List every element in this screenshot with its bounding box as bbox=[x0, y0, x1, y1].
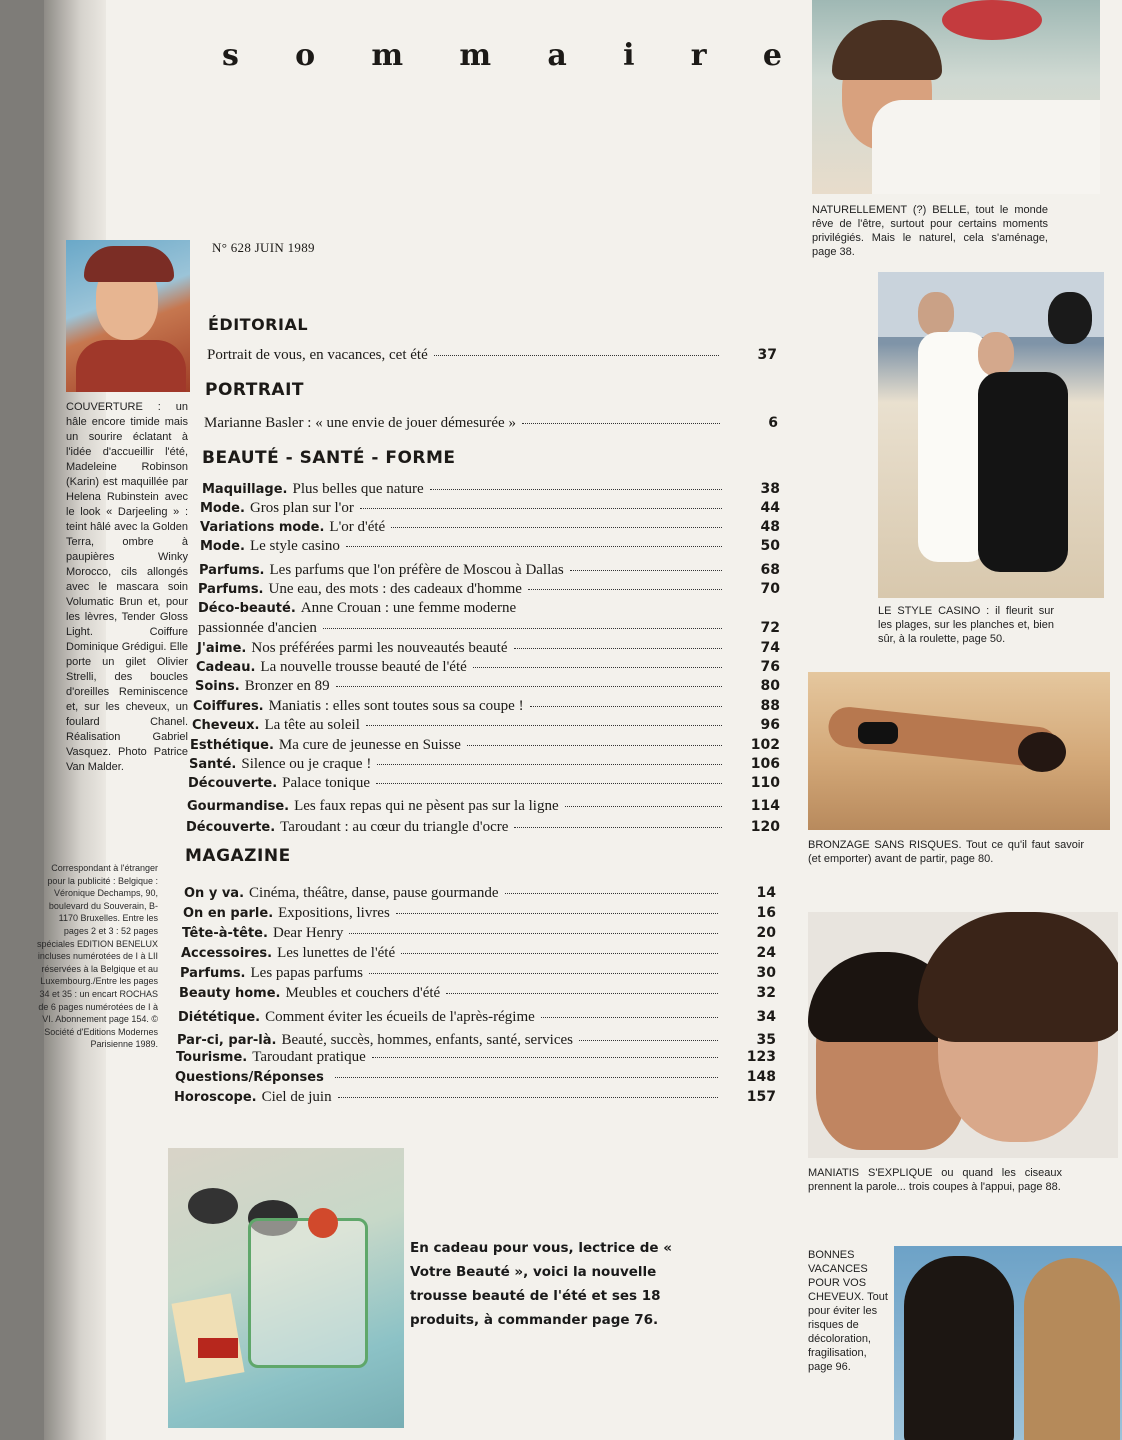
toc-entry-page: 148 bbox=[746, 1069, 776, 1085]
toc-entry-text: Comment éviter les écueils de l'après-régime bbox=[265, 1009, 535, 1025]
toc-entry-keyword: On y va. bbox=[184, 886, 245, 901]
toc-entry-page: 110 bbox=[750, 775, 780, 791]
toc-entry-text: Nos préférées parmi les nouveautés beauté bbox=[251, 640, 508, 656]
leader-dots bbox=[514, 648, 722, 649]
toc-entry[interactable] bbox=[200, 499, 780, 518]
toc-entry-keyword: Cheveux. bbox=[192, 718, 260, 733]
toc-entry-keyword: Beauty home. bbox=[179, 986, 281, 1001]
toc-entry-page: 16 bbox=[756, 905, 776, 921]
caption-naturellement: NATURELLEMENT (?) BELLE, tout le monde rêve de l'être, surtout pour certains moments privilégiés. Mais le naturel, cela s'aménage, page 38. bbox=[812, 204, 1048, 258]
caption-casino: LE STYLE CASINO : il fleurit sur les plages, sur les planches et, bien sûr, à la roulette, page 50. bbox=[878, 605, 1054, 645]
title-letter: o bbox=[295, 38, 316, 73]
toc-entry[interactable] bbox=[196, 658, 780, 677]
toc-entry-text: Dear Henry bbox=[272, 925, 344, 941]
toc-entry-page: 88 bbox=[760, 698, 780, 714]
toc-entry[interactable] bbox=[179, 984, 776, 1003]
leader-dots bbox=[505, 893, 718, 894]
photo-naturellement bbox=[812, 0, 1100, 194]
toc-entry-keyword: J'aime. bbox=[197, 641, 247, 656]
toc-entry-page: 38 bbox=[760, 481, 780, 497]
toc-entry[interactable] bbox=[190, 736, 780, 755]
toc-entry-page: 48 bbox=[760, 519, 780, 535]
toc-entry-text: Taroudant : au cœur du triangle d'ocre bbox=[280, 819, 509, 835]
caption-bronzage: BRONZAGE SANS RISQUES. Tout ce qu'il faut savoir (et emporter) avant de partir, page 80. bbox=[808, 839, 1084, 865]
toc-entry-keyword: Esthétique. bbox=[190, 738, 274, 753]
toc-entry[interactable] bbox=[197, 639, 780, 658]
toc-entry-page: 20 bbox=[756, 925, 776, 941]
section-editorial: ÉDITORIAL bbox=[208, 315, 309, 334]
gift-caption: En cadeau pour vous, lectrice de « Votre Beauté », voici la nouvelle trousse beauté de l'été et ses 18 produits, à commander page 76. bbox=[410, 1240, 672, 1328]
toc-entry-page: 35 bbox=[756, 1032, 776, 1048]
toc-entry[interactable] bbox=[193, 697, 780, 716]
toc-entry[interactable] bbox=[187, 797, 780, 816]
title-letter: r bbox=[690, 38, 707, 73]
toc-entry-page: 72 bbox=[760, 620, 780, 636]
leader-dots bbox=[401, 953, 718, 954]
toc-entry-text: Ma cure de jeunesse en Suisse bbox=[278, 737, 461, 753]
toc-entry-keyword: Tête-à-tête. bbox=[182, 926, 268, 941]
toc-entry-text: Une eau, des mots : des cadeaux d'homme bbox=[268, 581, 522, 597]
toc-entry-text: Plus belles que nature bbox=[292, 481, 424, 497]
title-letter: m bbox=[371, 38, 404, 73]
toc-entry-keyword: Santé. bbox=[189, 757, 237, 772]
leader-dots bbox=[565, 806, 722, 807]
toc-entry[interactable] bbox=[188, 774, 780, 793]
title-letter: i bbox=[623, 38, 635, 73]
toc-entry-keyword: Diététique. bbox=[178, 1010, 261, 1025]
toc-entry-keyword: Mode. bbox=[200, 501, 245, 516]
leader-dots bbox=[579, 1040, 718, 1041]
toc-entry[interactable] bbox=[207, 346, 777, 364]
photo-cheveux bbox=[894, 1246, 1122, 1440]
toc-entry[interactable] bbox=[202, 480, 780, 499]
toc-entry-page: 44 bbox=[760, 500, 780, 516]
toc-entry-keyword: On en parle. bbox=[183, 906, 274, 921]
toc-entry[interactable] bbox=[204, 414, 778, 432]
toc-entry-page: 30 bbox=[756, 965, 776, 981]
leader-dots bbox=[522, 423, 720, 424]
toc-entry[interactable] bbox=[186, 818, 780, 837]
toc-entry[interactable] bbox=[189, 755, 780, 774]
toc-entry-text: Gros plan sur l'or bbox=[249, 500, 354, 516]
issue-number: N° 628 JUIN 1989 bbox=[212, 240, 315, 255]
toc-entry-page: 74 bbox=[760, 640, 780, 656]
toc-entry-keyword: Gourmandise. bbox=[187, 799, 290, 814]
leader-dots bbox=[360, 508, 722, 509]
toc-entry[interactable] bbox=[181, 944, 776, 963]
toc-entry-keyword: Par-ci, par-là. bbox=[177, 1033, 277, 1048]
leader-dots bbox=[430, 489, 722, 490]
leader-dots bbox=[434, 355, 719, 356]
leader-dots bbox=[369, 973, 718, 974]
toc-entry-text: Les parfums que l'on préfère de Moscou à Dallas bbox=[269, 562, 564, 578]
page-title bbox=[222, 38, 782, 73]
toc-entry-page: 6 bbox=[768, 415, 778, 431]
leader-dots bbox=[528, 589, 722, 590]
photo-maniatis bbox=[808, 912, 1118, 1158]
toc-entry-text: Les lunettes de l'été bbox=[277, 945, 396, 961]
leader-dots bbox=[346, 546, 722, 547]
toc-entry[interactable] bbox=[198, 619, 780, 637]
cover-photo bbox=[66, 240, 190, 392]
leader-dots bbox=[391, 527, 722, 528]
leader-dots bbox=[530, 706, 722, 707]
toc-entry[interactable] bbox=[198, 599, 648, 618]
caption-maniatis: MANIATIS S'EXPLIQUE ou quand les ciseaux prennent la parole... trois coupes à l'appui, page 88. bbox=[808, 1167, 1062, 1193]
toc-entry-keyword: Tourisme. bbox=[176, 1050, 248, 1065]
toc-entry[interactable] bbox=[199, 561, 780, 580]
toc-entry-keyword: Coiffures. bbox=[193, 699, 264, 714]
toc-entry[interactable] bbox=[184, 884, 776, 903]
toc-entry[interactable] bbox=[176, 1048, 776, 1067]
section-magazine: MAGAZINE bbox=[185, 846, 291, 866]
toc-entry[interactable] bbox=[195, 677, 780, 696]
toc-entry-page: 68 bbox=[760, 562, 780, 578]
toc-entry[interactable] bbox=[175, 1068, 776, 1087]
toc-entry-text: Maniatis : elles sont toutes sous sa coupe ! bbox=[268, 698, 524, 714]
toc-entry-page: 76 bbox=[760, 659, 780, 675]
title-letter: e bbox=[762, 38, 782, 73]
toc-entry-text: Palace tonique bbox=[282, 775, 371, 791]
leader-dots bbox=[473, 667, 722, 668]
toc-entry[interactable] bbox=[183, 904, 776, 923]
toc-entry-text: Meubles et couchers d'été bbox=[285, 985, 441, 1001]
leader-dots bbox=[338, 1097, 718, 1098]
leader-dots bbox=[336, 686, 722, 687]
correspondent-notice: Correspondant à l'étranger pour la publicité : Belgique : Véronique Dechamps, 90, boulevard du Souverain, B-1170 Bruxelles. Entre les pages 2 et 3 : 52 pages spéciales EDITION BENELUX incluses numérotées de I à LII réservées à la Belgique et au Luxembourg./Entre les pages 34 et 35 : un encart ROCHAS de 6 pages numérotées de I à VI. Abonnement page 154. © Société d'Editions Modernes Parisienne 1989. bbox=[36, 863, 158, 1050]
toc-entry-keyword: Cadeau. bbox=[196, 660, 256, 675]
section-beaute: BEAUTÉ - SANTÉ - FORME bbox=[202, 448, 456, 468]
toc-entry-text: L'or d'été bbox=[329, 519, 386, 535]
leader-dots bbox=[372, 1057, 718, 1058]
leader-dots bbox=[446, 993, 718, 994]
leader-dots bbox=[335, 1077, 718, 1078]
toc-entry-page: 70 bbox=[760, 581, 780, 597]
leader-dots bbox=[366, 725, 722, 726]
toc-entry-text: Portrait de vous, en vacances, cet été bbox=[207, 347, 428, 363]
toc-entry-keyword: Maquillage. bbox=[202, 482, 288, 497]
toc-entry-page: 157 bbox=[746, 1089, 776, 1105]
toc-entry-page: 96 bbox=[760, 717, 780, 733]
title-letter: a bbox=[547, 38, 567, 73]
leader-dots bbox=[541, 1017, 718, 1018]
toc-entry[interactable] bbox=[192, 716, 780, 735]
toc-entry-text: Taroudant pratique bbox=[252, 1049, 366, 1065]
toc-entry-text: Expositions, livres bbox=[278, 905, 390, 921]
toc-entry-keyword: Soins. bbox=[195, 679, 240, 694]
title-letter: m bbox=[459, 38, 492, 73]
toc-entry-page: 123 bbox=[746, 1049, 776, 1065]
toc-entry-text: Beauté, succès, hommes, enfants, santé, services bbox=[281, 1032, 574, 1048]
title-letter: s bbox=[222, 38, 239, 73]
toc-entry-keyword: Découverte. bbox=[188, 776, 278, 791]
toc-entry-text: passionnée d'ancien bbox=[198, 620, 317, 636]
toc-entry-keyword: Déco-beauté. bbox=[198, 601, 296, 616]
leader-dots bbox=[377, 764, 722, 765]
toc-entry-page: 120 bbox=[750, 819, 780, 835]
toc-entry-text: Ciel de juin bbox=[261, 1089, 332, 1105]
toc-entry-text: Marianne Basler : « une envie de jouer démesurée » bbox=[204, 415, 516, 431]
toc-entry-keyword: Variations mode. bbox=[200, 520, 325, 535]
leader-dots bbox=[323, 628, 722, 629]
toc-entry[interactable] bbox=[174, 1088, 776, 1107]
toc-entry-keyword: Parfums. bbox=[199, 563, 265, 578]
toc-entry-keyword: Mode. bbox=[200, 539, 245, 554]
toc-entry-text: Bronzer en 89 bbox=[244, 678, 330, 694]
toc-entry[interactable] bbox=[200, 518, 780, 537]
toc-entry-page: 80 bbox=[760, 678, 780, 694]
leader-dots bbox=[467, 745, 722, 746]
toc-entry-keyword: Horoscope. bbox=[174, 1090, 257, 1105]
toc-entry-page: 106 bbox=[750, 756, 780, 772]
toc-entry-text: Cinéma, théâtre, danse, pause gourmande bbox=[249, 885, 499, 901]
photo-beauty-kit bbox=[168, 1148, 404, 1428]
toc-entry-text: Les faux repas qui ne pèsent pas sur la ligne bbox=[294, 798, 559, 814]
toc-entry-text: Les papas parfums bbox=[250, 965, 363, 981]
toc-entry-text: Le style casino bbox=[249, 538, 340, 554]
leader-dots bbox=[396, 913, 718, 914]
toc-entry-text: Anne Crouan : une femme moderne bbox=[300, 600, 517, 616]
section-portrait: PORTRAIT bbox=[205, 380, 305, 400]
photo-casino bbox=[878, 272, 1104, 598]
leader-dots bbox=[376, 783, 722, 784]
photo-bronzage bbox=[808, 672, 1110, 830]
leader-dots bbox=[514, 827, 722, 828]
toc-entry-page: 14 bbox=[756, 885, 776, 901]
cover-caption: COUVERTURE : un hâle encore timide mais un sourire éclatant à l'idée d'accueillir l'été, Madeleine Robinson (Karin) est maquillée par Helena Rubinstein avec le look « Darjeeling » : teint hâlé avec la Golden Terra, ombre à paupières Winky Morocco, cils allongés avec le mascara soin Volumatic Brun et, pour les lèvres, Tender Gloss Light. Coiffure Dominique Grédigui. Elle porte un gilet Olivier Strelli, des boucles d'oreilles Reminiscence et, sur les cheveux, un foulard Chanel. Réalisation Gabriel Vasquez. Photo Patrice Van Malder. bbox=[66, 401, 188, 773]
toc-entry-page: 37 bbox=[757, 347, 777, 363]
toc-entry-page: 24 bbox=[756, 945, 776, 961]
toc-entry-keyword: Parfums. bbox=[198, 582, 264, 597]
toc-entry[interactable] bbox=[200, 537, 780, 556]
toc-entry-text: La nouvelle trousse beauté de l'été bbox=[260, 659, 467, 675]
toc-entry[interactable] bbox=[198, 580, 780, 599]
leader-dots bbox=[570, 570, 722, 571]
toc-entry-page: 50 bbox=[760, 538, 780, 554]
caption-cheveux: BONNES VACANCES POUR VOS CHEVEUX. Tout pour éviter les risques de décoloration, fragilisation, page 96. bbox=[808, 1249, 888, 1373]
toc-entry-text: La tête au soleil bbox=[264, 717, 360, 733]
toc-entry-page: 114 bbox=[750, 798, 780, 814]
toc-entry-page: 32 bbox=[756, 985, 776, 1001]
toc-entry[interactable] bbox=[182, 924, 776, 943]
toc-entry-page: 34 bbox=[756, 1009, 776, 1025]
toc-entry-keyword: Parfums. bbox=[180, 966, 246, 981]
leader-dots bbox=[349, 933, 718, 934]
toc-entry-page: 102 bbox=[750, 737, 780, 753]
toc-entry-keyword: Accessoires. bbox=[181, 946, 273, 961]
toc-entry-text: Silence ou je craque ! bbox=[241, 756, 372, 772]
toc-entry-keyword: Découverte. bbox=[186, 820, 276, 835]
toc-entry[interactable] bbox=[180, 964, 776, 983]
toc-entry-keyword: Questions/Réponses bbox=[175, 1070, 324, 1085]
toc-entry[interactable] bbox=[178, 1008, 776, 1027]
